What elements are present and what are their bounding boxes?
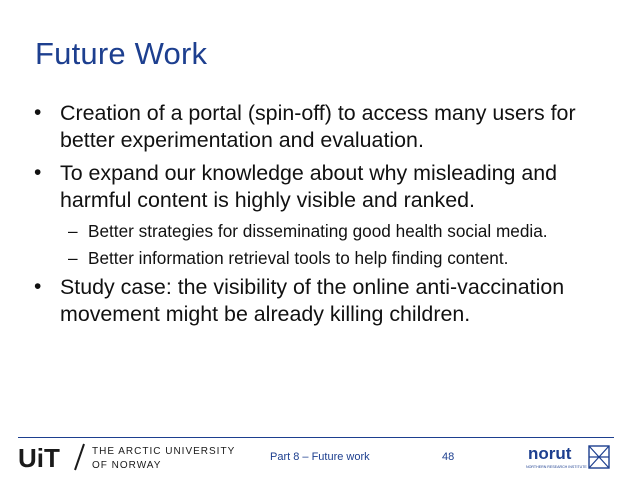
page-number: 48 [442, 451, 455, 463]
sub-bullet-item [34, 220, 604, 242]
sub-bullet-text: Better strategies for disseminating good health social media. [88, 221, 548, 241]
uit-logo [18, 440, 236, 474]
sub-bullet-text: Better information retrieval tools to help finding content. [88, 248, 509, 268]
dash-icon: – [68, 221, 78, 241]
uit-line1: THE ARCTIC UNIVERSITY [92, 446, 236, 457]
bullet-dot-icon: • [34, 101, 42, 124]
footer-divider [18, 437, 614, 438]
bullet-text: To expand our knowledge about why misleading and harmful content is highly visible and ranked. [60, 161, 558, 212]
uit-mark: UiT [18, 443, 60, 473]
bullet-text: Creation of a portal (spin-off) to access many users for better experimentation and evaluation. [60, 101, 576, 152]
footer-section: Part 8 – Future work [270, 451, 370, 463]
norut-sub: NORTHERN RESEARCH INSTITUTE [526, 465, 587, 469]
norut-emblem-icon [589, 446, 609, 468]
bullet-item [34, 100, 604, 154]
bullet-item [34, 274, 604, 328]
slide-title: Future Work [35, 36, 208, 71]
norut-mark: norut [528, 444, 572, 463]
uit-line2: OF NORWAY [92, 460, 162, 471]
bullet-dot-icon: • [34, 275, 42, 298]
bullet-dot-icon: • [34, 161, 42, 184]
slide-content [34, 100, 604, 334]
bullet-item [34, 160, 604, 214]
dash-icon: – [68, 248, 78, 268]
bullet-text: Study case: the visibility of the online anti-vaccination movement might be already killing children. [60, 275, 565, 326]
logo-slash [75, 444, 84, 470]
norut-logo [522, 443, 614, 471]
sub-bullet-item [34, 247, 604, 269]
